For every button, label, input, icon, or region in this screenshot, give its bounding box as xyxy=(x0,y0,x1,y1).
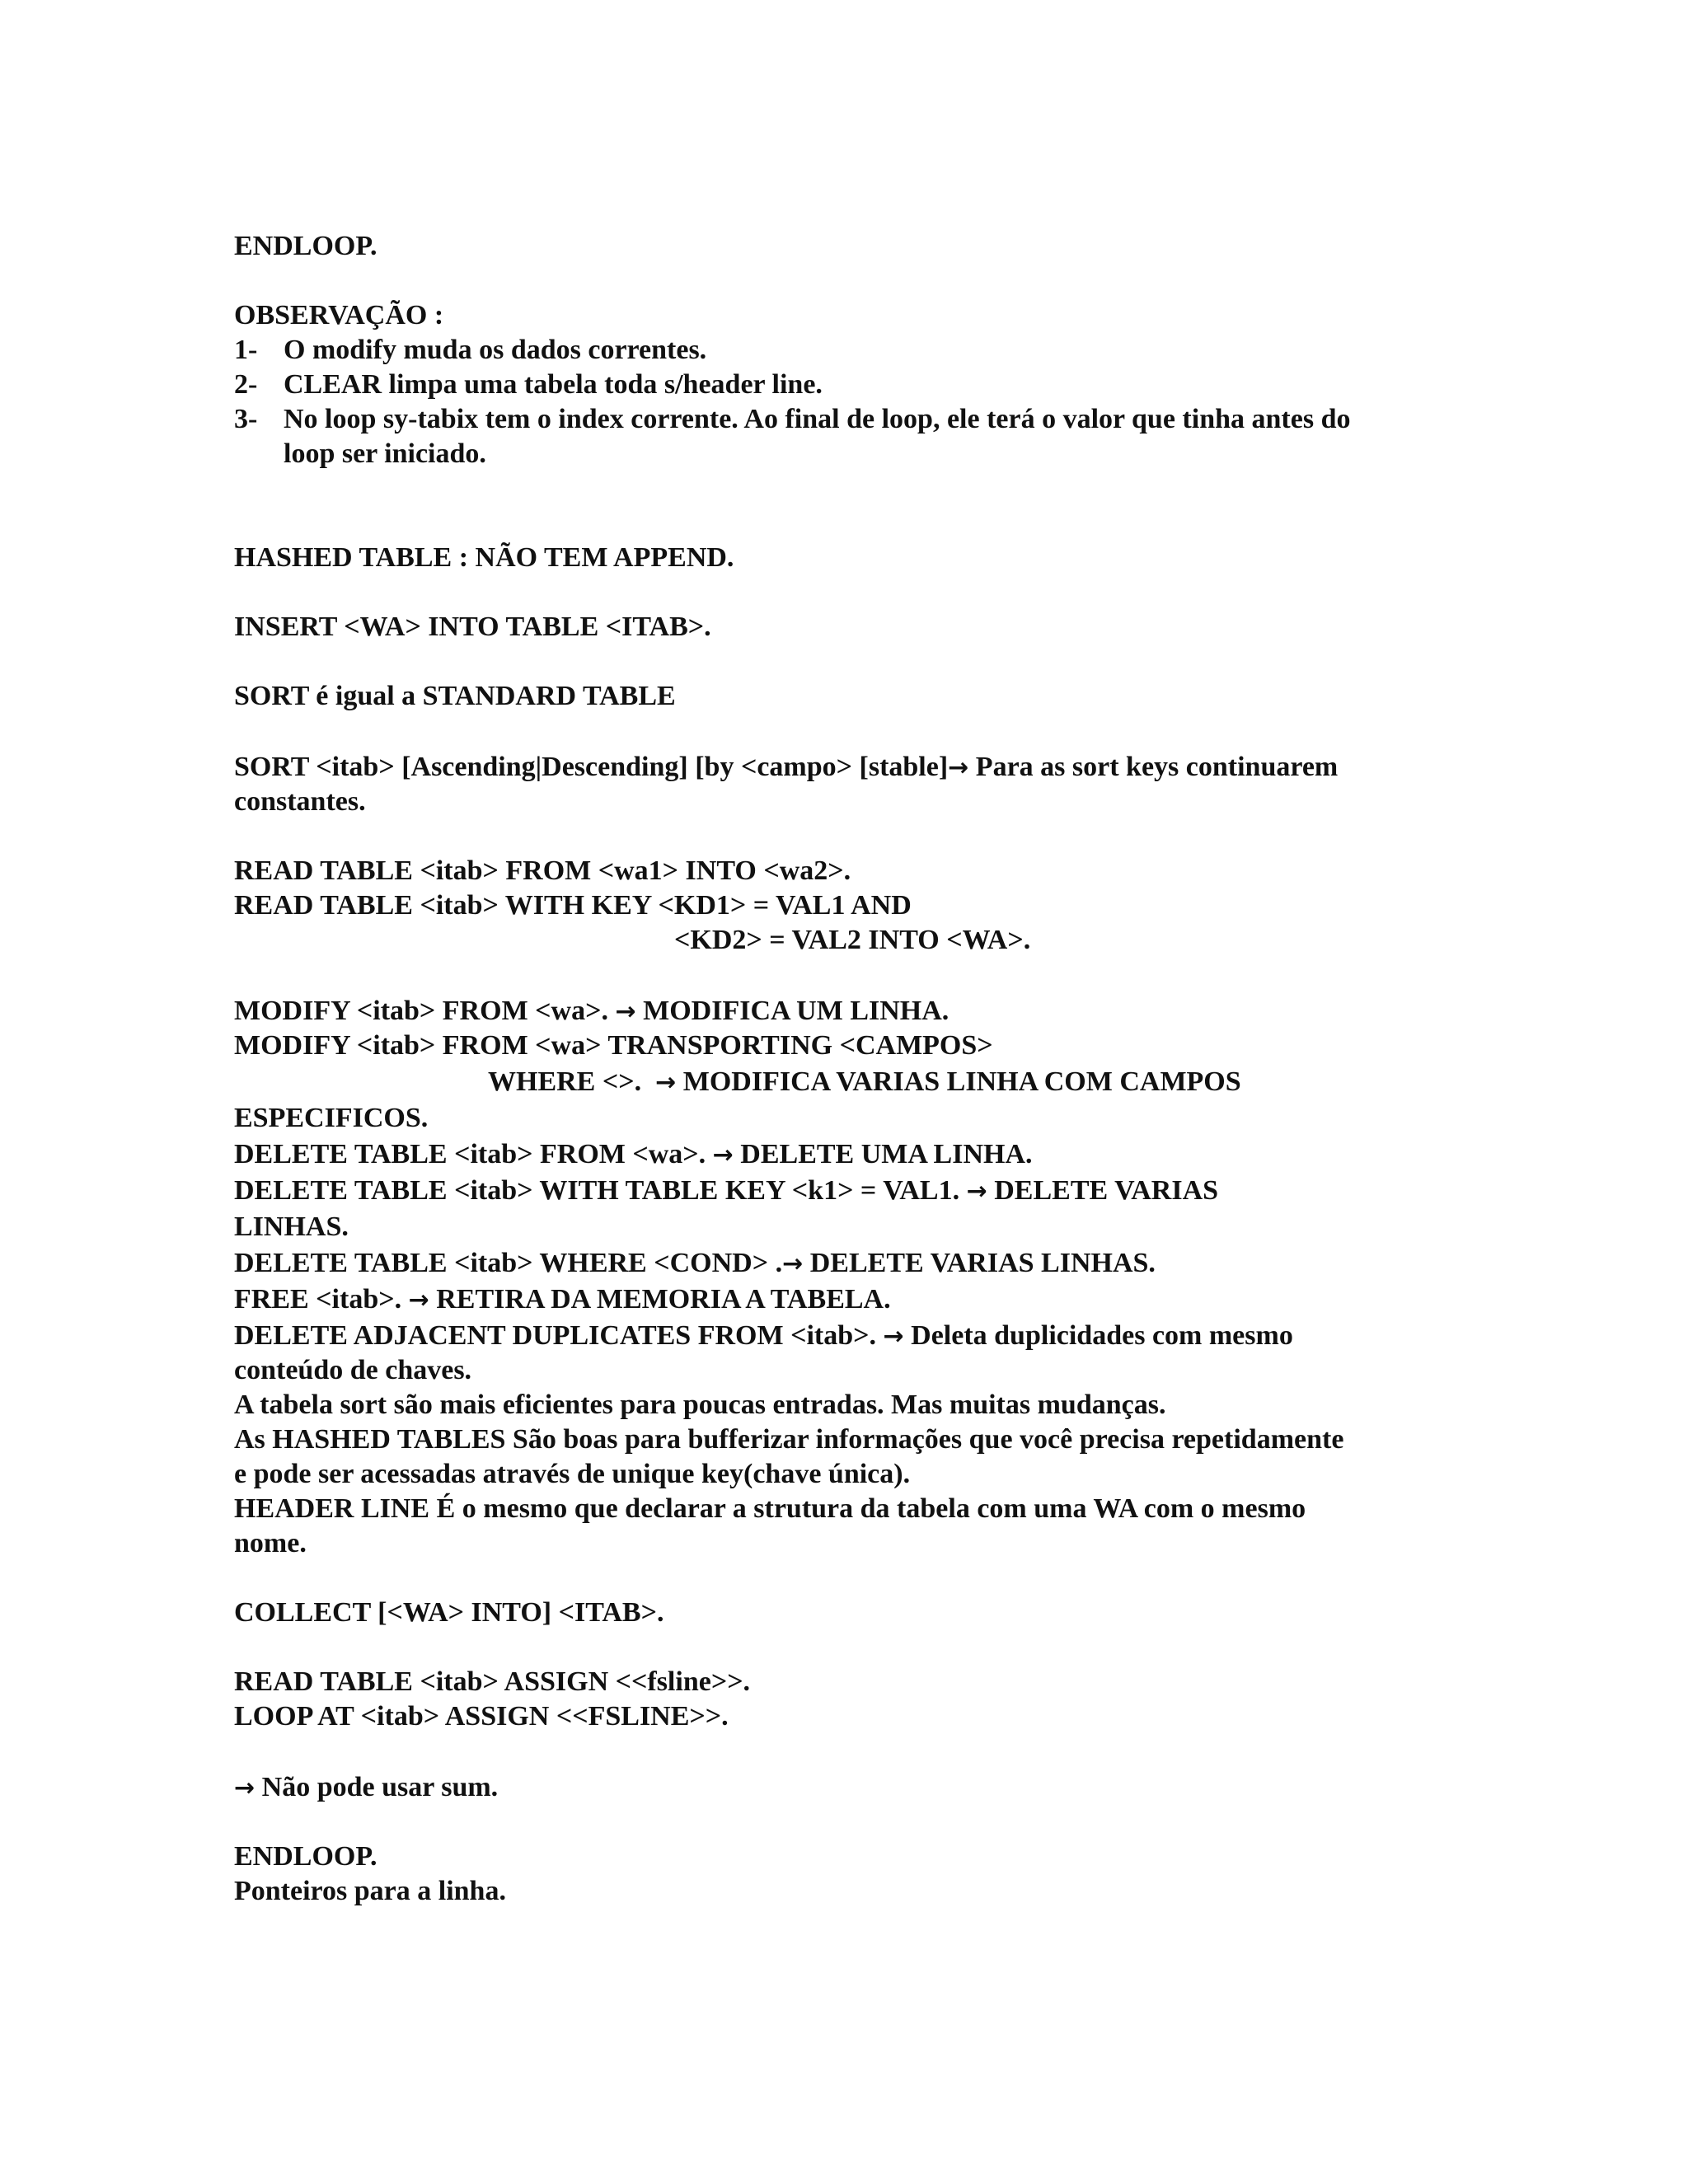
item-text: CLEAR limpa uma tabela toda s/header line. xyxy=(284,369,823,400)
arrow-right-icon: → xyxy=(712,1141,734,1169)
delete-where-note: DELETE VARIAS LINHAS. xyxy=(803,1248,1156,1278)
free-note: RETIRA DA MEMORIA A TABELA. xyxy=(429,1284,891,1315)
read-table-with-key-cont: <KD2> = VAL2 INTO <WA>. xyxy=(674,925,1031,955)
modify-transporting: MODIFY <itab> FROM <wa> TRANSPORTING <CAMPOS> xyxy=(234,1030,993,1061)
delete-syntax: DELETE TABLE <itab> FROM <wa>. xyxy=(234,1139,713,1169)
hashed-table-heading: HASHED TABLE : NÃO TEM APPEND. xyxy=(234,542,734,573)
delete-adjacent-cont: conteúdo de chaves. xyxy=(234,1355,472,1385)
modify-where-cont: ESPECIFICOS. xyxy=(234,1103,429,1133)
sort-syntax-note: Para as sort keys continuarem xyxy=(968,752,1339,782)
modify-where-syntax: WHERE <>. xyxy=(488,1066,656,1097)
sort-syntax-cont: constantes. xyxy=(234,786,366,817)
delete-with-key-cont: LINHAS. xyxy=(234,1212,349,1242)
read-assign-statement: READ TABLE <itab> ASSIGN <<fsline>>. xyxy=(234,1666,751,1697)
collect-statement: COLLECT [<WA> INTO] <ITAB>. xyxy=(234,1597,664,1628)
delete-adjacent-syntax: DELETE ADJACENT DUPLICATES FROM <itab>. xyxy=(234,1320,884,1351)
pointers-note: Ponteiros para a linha. xyxy=(234,1876,506,1906)
arrow-right-icon: → xyxy=(948,753,969,782)
hashed-tables-note-cont: e pode ser acessadas através de unique key(chave única). xyxy=(234,1459,911,1489)
read-table-with-key: READ TABLE <itab> WITH KEY <KD1> = VAL1 AND xyxy=(234,890,912,921)
modify-one-line xyxy=(234,994,949,1029)
endloop-top: ENDLOOP. xyxy=(234,231,377,261)
sort-efficiency-note: A tabela sort são mais eficientes para poucas entradas. Mas muitas mudanças. xyxy=(234,1390,1166,1420)
observacao-item-2 xyxy=(234,368,823,402)
loop-assign-statement: LOOP AT <itab> ASSIGN <<FSLINE>>. xyxy=(234,1701,729,1732)
delete-key-note: DELETE VARIAS xyxy=(987,1175,1219,1206)
arrow-right-icon: → xyxy=(408,1286,429,1315)
item-number: 2- xyxy=(234,369,258,400)
free-syntax: FREE <itab>. xyxy=(234,1284,409,1315)
observacao-item-3-cont: loop ser iniciado. xyxy=(284,438,486,469)
modify-syntax: MODIFY <itab> FROM <wa>. xyxy=(234,996,616,1026)
observacao-item-3 xyxy=(234,402,1350,437)
item-number: 1- xyxy=(234,335,258,365)
hashed-tables-note: As HASHED TABLES São boas para bufferizar informações que você precisa repetidamente xyxy=(234,1424,1344,1455)
delete-adjacent-note: Deleta duplicidades com mesmo xyxy=(903,1320,1293,1351)
arrow-right-icon: → xyxy=(966,1177,987,1206)
delete-note: DELETE UMA LINHA. xyxy=(733,1139,1033,1169)
sort-syntax xyxy=(234,750,1338,785)
observacao-item-1 xyxy=(234,333,706,368)
header-line-note-cont: nome. xyxy=(234,1528,307,1558)
arrow-right-icon: → xyxy=(234,1774,256,1802)
delete-key-syntax: DELETE TABLE <itab> WITH TABLE KEY <k1> = VAL1. xyxy=(234,1175,967,1206)
observacao-title: OBSERVAÇÃO : xyxy=(234,300,444,330)
read-table-from: READ TABLE <itab> FROM <wa1> INTO <wa2>. xyxy=(234,855,851,886)
delete-adjacent xyxy=(234,1319,1293,1354)
item-text: No loop sy-tabix tem o index corrente. Ao final de loop, ele terá o valor que tinha antes do xyxy=(284,404,1351,434)
no-sum-note xyxy=(234,1770,498,1806)
free-statement xyxy=(234,1282,891,1318)
delete-where-syntax: DELETE TABLE <itab> WHERE <COND> . xyxy=(234,1248,783,1278)
header-line-note: HEADER LINE É o mesmo que declarar a strutura da tabela com uma WA com o mesmo xyxy=(234,1493,1306,1524)
arrow-right-icon: → xyxy=(883,1322,904,1351)
delete-from-wa xyxy=(234,1137,1033,1173)
arrow-right-icon: → xyxy=(782,1249,804,1278)
endloop-bottom: ENDLOOP. xyxy=(234,1841,377,1872)
modify-note: MODIFICA UM LINHA. xyxy=(635,996,950,1026)
item-number: 3- xyxy=(234,404,258,434)
arrow-right-icon: → xyxy=(615,997,636,1026)
modify-where xyxy=(488,1065,1241,1100)
arrow-right-icon: → xyxy=(655,1068,677,1097)
delete-with-key xyxy=(234,1174,1218,1209)
sort-standard-note: SORT é igual a STANDARD TABLE xyxy=(234,681,676,711)
item-text: O modify muda os dados correntes. xyxy=(284,335,707,365)
no-sum-text: Não pode usar sum. xyxy=(255,1772,499,1802)
sort-syntax-text: SORT <itab> [Ascending|Descending] [by <campo> [stable] xyxy=(234,752,949,782)
delete-where xyxy=(234,1246,1156,1282)
modify-where-note: MODIFICA VARIAS LINHA COM CAMPOS xyxy=(676,1066,1241,1097)
insert-statement: INSERT <WA> INTO TABLE <ITAB>. xyxy=(234,612,711,642)
